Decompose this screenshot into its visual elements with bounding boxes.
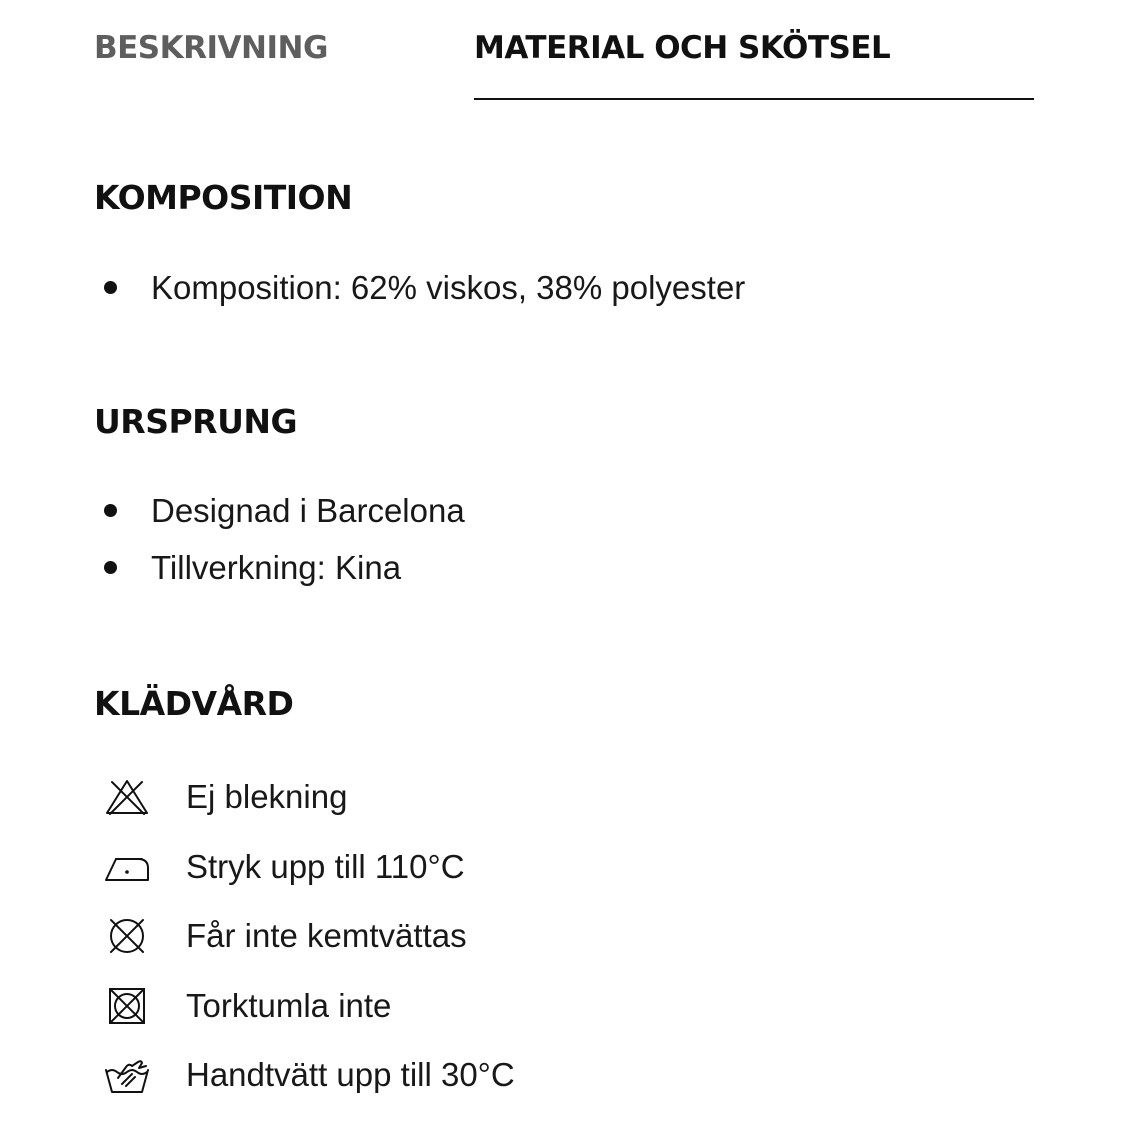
tab-material-care[interactable]: MATERIAL OCH SKÖTSEL — [474, 28, 1034, 100]
care-heading: KLÄDVÅRD — [94, 684, 294, 723]
care-item-iron — [100, 832, 515, 902]
list-item — [100, 259, 745, 316]
composition-text: Komposition: 62% viskos, 38% polyester — [151, 269, 746, 306]
tab-bar — [94, 28, 1034, 102]
care-item-hand-wash — [100, 1040, 515, 1110]
care-label: Torktumla inte — [186, 986, 392, 1024]
care-label: Får inte kemtvättas — [186, 917, 467, 954]
list-item — [100, 482, 465, 539]
no-dry-clean-icon — [102, 915, 152, 957]
composition-heading: KOMPOSITION — [94, 178, 353, 217]
bullet-icon — [104, 281, 117, 294]
origin-list — [100, 482, 465, 596]
composition-list — [100, 259, 745, 316]
care-label: Ej blekning — [186, 778, 348, 815]
care-label: Handtvätt upp till 30°C — [186, 1056, 515, 1093]
list-item — [100, 539, 465, 596]
care-list — [100, 762, 515, 1110]
no-tumble-dry-icon — [102, 985, 152, 1027]
care-item-no-dry-clean — [100, 901, 515, 971]
no-bleach-icon — [102, 776, 152, 818]
care-item-no-bleach — [100, 762, 515, 832]
iron-low-icon — [102, 846, 152, 888]
origin-manufacture-text: Tillverkning: Kina — [151, 549, 402, 586]
bullet-icon — [104, 561, 117, 574]
bullet-icon — [104, 504, 117, 517]
origin-heading: URSPRUNG — [94, 402, 298, 441]
hand-wash-icon — [102, 1054, 152, 1096]
origin-design-text: Designad i Barcelona — [151, 492, 465, 529]
tab-description[interactable]: BESKRIVNING — [94, 30, 328, 66]
care-item-no-tumble-dry — [100, 971, 515, 1041]
care-label: Stryk upp till 110°C — [186, 847, 465, 885]
